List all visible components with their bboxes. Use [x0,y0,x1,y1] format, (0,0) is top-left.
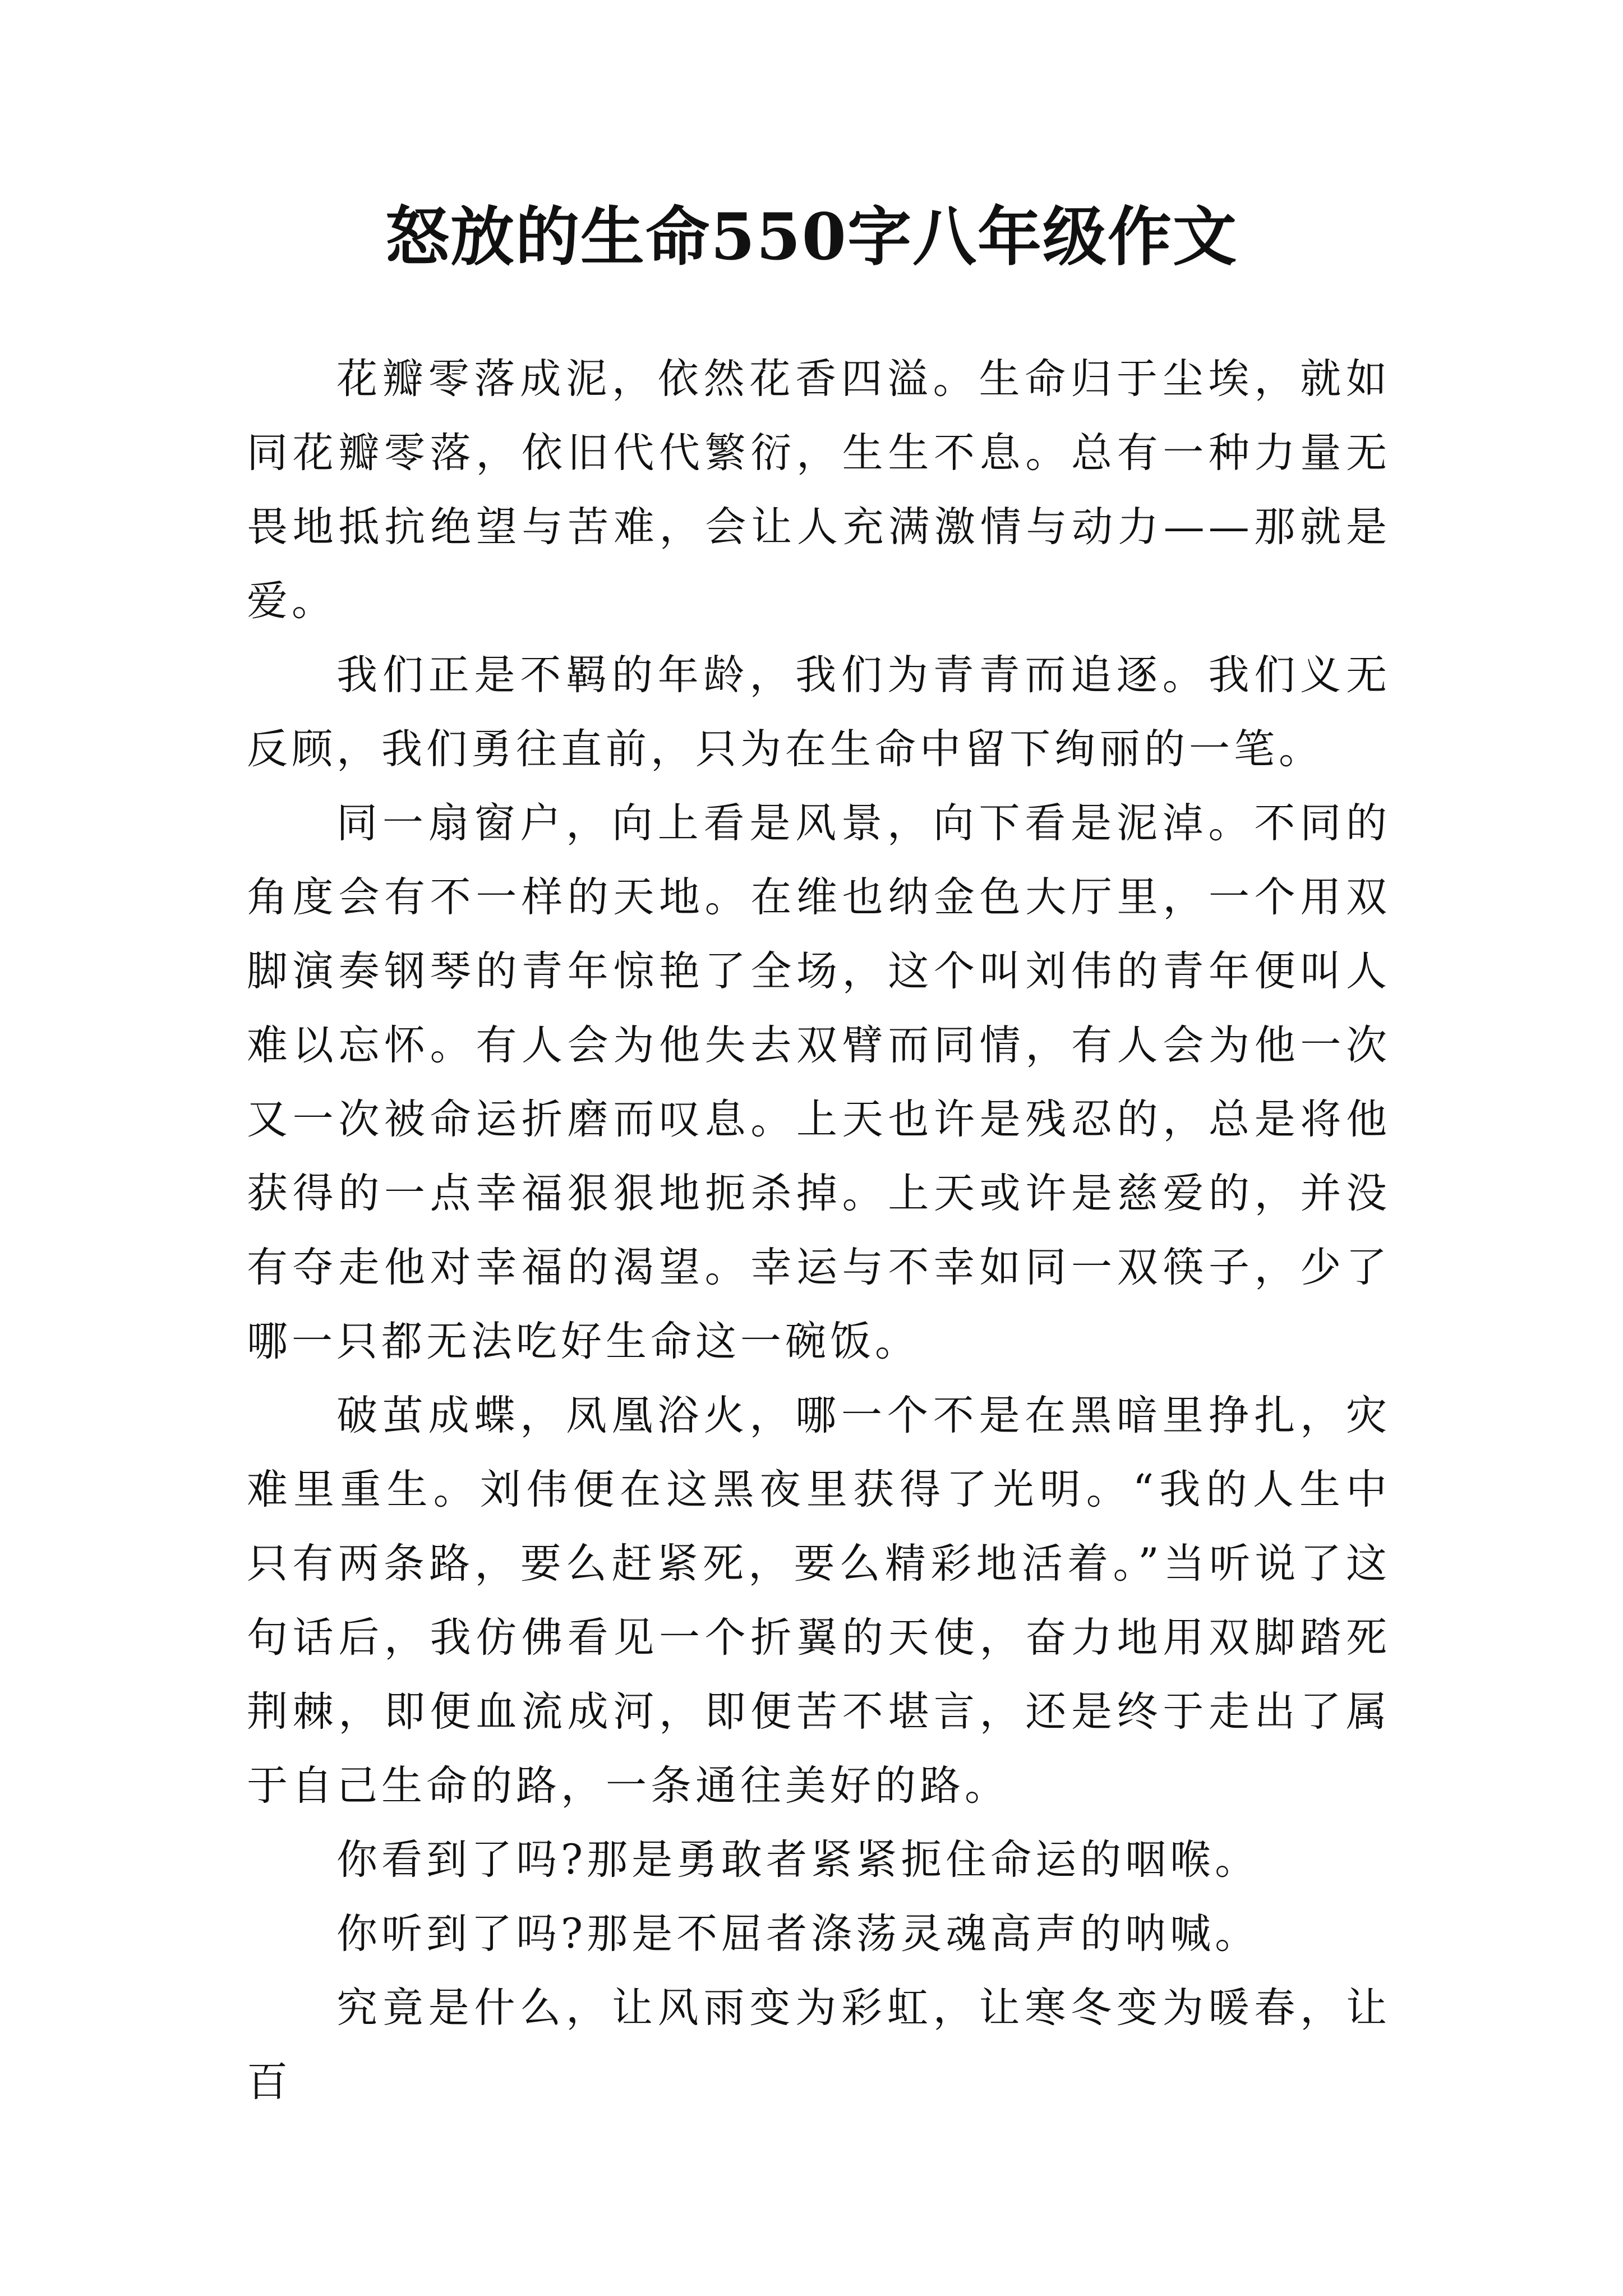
paragraph-2: 我们正是不羁的年龄，我们为青青而追逐。我们义无反顾，我们勇往直前，只为在生命中留下绚丽的一笔。 [247,651,1391,773]
paragraph-4: 破茧成蝶，凤凰浴火，哪一个不是在黑暗里挣扎，灾难里重生。刘伟便在这黑夜里获得了光明。“我的人生中只有两条路，要么赶紧死，要么精彩地活着。”当听说了这句话后，我仿佛看见一个折翼的天使，奋力地用双脚踏死荆棘，即便血流成河，即便苦不堪言，还是终于走出了属于自己生命的路，一条通往美好的路。 [247,1392,1391,1810]
paragraph-3: 同一扇窗户，向上看是风景，向下看是泥淖。不同的角度会有不一样的天地。在维也纳金色大厅里，一个用双脚演奏钢琴的青年惊艳了全场，这个叫刘伟的青年便叫人难以忘怀。有人会为他失去双臂而同情，有人会为他一次又一次被命运折磨而叹息。上天也许是残忍的，总是将他获得的一点幸福狠狠地扼杀掉。上天或许是慈爱的，并没有夺走他对幸福的渴望。幸运与不幸如同一双筷子，少了哪一只都无法吃好生命这一碗饭。 [247,799,1391,1365]
paragraph-7: 究竟是什么，让风雨变为彩虹，让寒冬变为暖春，让百 [247,1984,1391,2106]
document-title: 怒放的生命550字八年级作文 [385,199,1238,274]
paragraph-5: 你看到了吗?那是勇敢者紧紧扼住命运的咽喉。 [336,1836,1260,1884]
paragraph-6: 你听到了吗?那是不屈者涤荡灵魂高声的呐喊。 [336,1910,1260,1958]
essay-body [247,342,1391,2119]
paragraph-1: 花瓣零落成泥，依然花香四溢。生命归于尘埃，就如同花瓣零落，依旧代代繁衍，生生不息。总有一种力量无畏地抵抗绝望与苦难，会让人充满激情与动力——那就是爱。 [247,355,1391,625]
